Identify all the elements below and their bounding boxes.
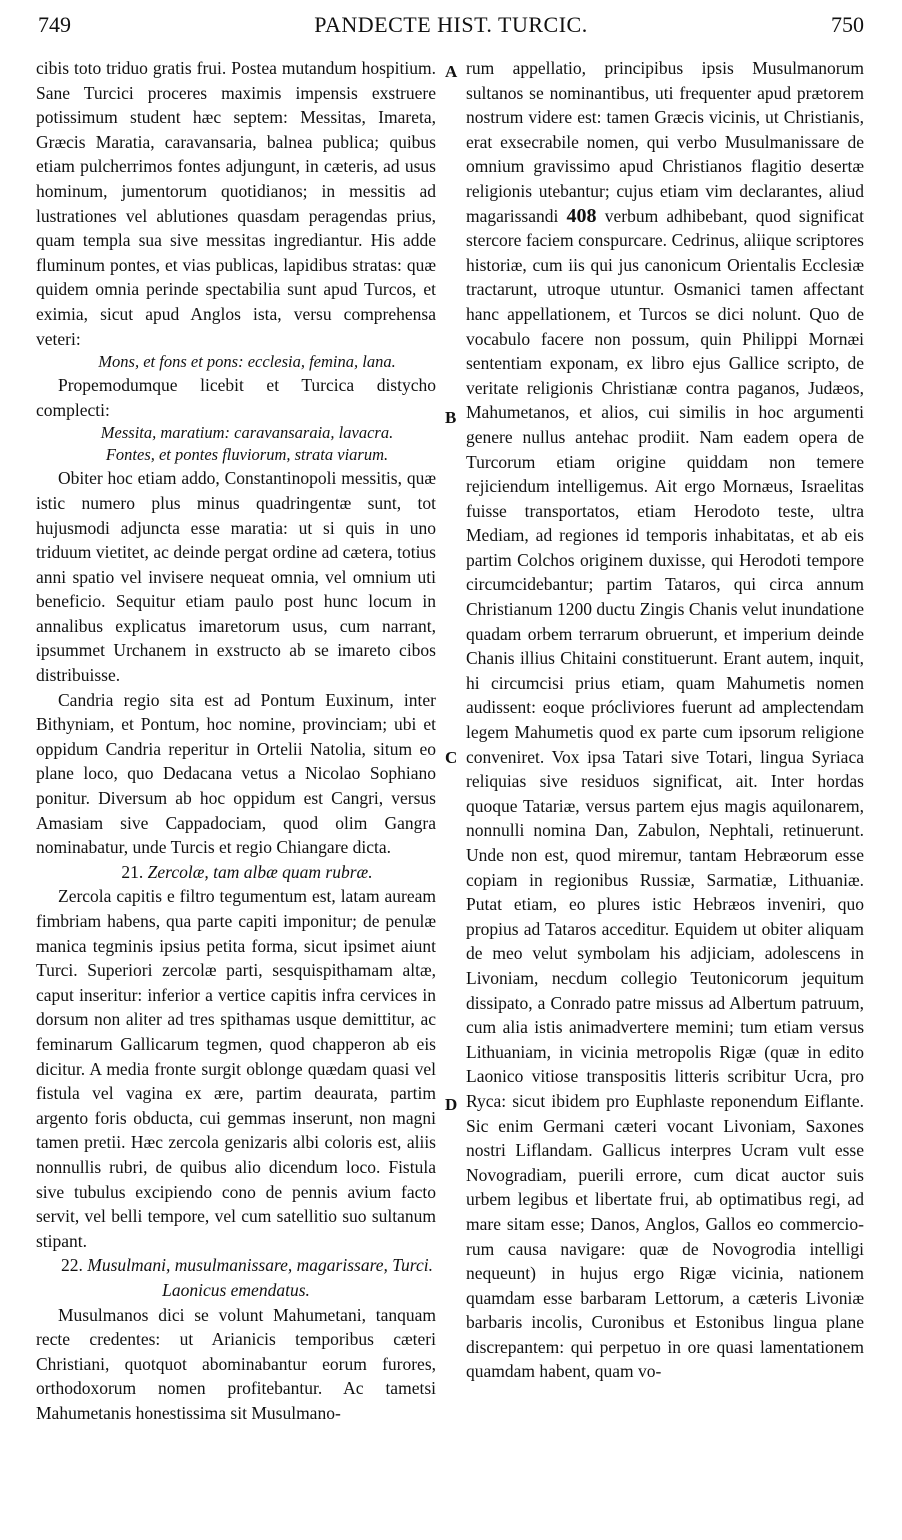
section-number: 22. (61, 1255, 83, 1276)
verse-line: Mons, et fons et pons: ecclesia, femina, lana. (98, 352, 396, 372)
right-column (466, 56, 864, 1384)
paragraph: Obiter hoc etiam addo, Constantinopoli messitis, quæ istic numero plus minus quadringentæ sunt, tot hujusmodi adjuncta esse maratia: ut si quis in uno triduum vietitet, ac deinde pergat ordine ad cætera, totius anni spatio vel invisere nequeat omnia, vel omnium uti beneficio. Sequitur etiam paulo post hunc locum in annalibus explicatus imaretorum usus, cum narrant, ipsummet Urchanem in exstructo ab se imareto cibos distribuisse. (36, 468, 436, 686)
section-marker-b: B (445, 408, 457, 427)
section-heading-22 (36, 1253, 436, 1302)
paragraph (466, 56, 864, 1384)
left-column (36, 56, 436, 1425)
page-number-right: 750 (831, 12, 864, 37)
paragraph: Propemodumque licebit et Turcica distycho complecti: (36, 375, 436, 420)
section-marker-a: A (445, 62, 458, 81)
section-number: 21. (121, 861, 144, 882)
page-number-left: 749 (38, 12, 71, 37)
paragraph-text: rum appellatio, principibus ipsis Musulmanorum sultanos se nominantibus, uti frequenter apud prætorem nostrum videre est: tamen Græcis vicinis, ut Christianis, erat exsecrabile nomen, qui verbo Musulmanissare de omnium gravissimo apud Christianos flagitio desertæ religionis utebantur; cujus etiam vim declarantes, aliud magarissandi (466, 58, 864, 226)
verse-line: Fontes, et pontes fluviorum, strata viarum. (105, 445, 389, 465)
paragraph: Zercola capitis e filtro tegumentum est, latam auream fimbriam habens, qua parte capiti imponitur; de penulæ manica tegminis ipsius petita forma, sicut ipsimet aiunt Turci. Superiori zercolæ parti, sesquispithamam altæ, caput inseritur: inferior a vertice capitis infra cervices in dorsum non aliter ad tres spithamas usque demittitur, ac feminarum Gallicarum tegmen, quod chapperon ab eis dicitur. A media fronte surgit oblonge quædam quasi vel fistula vel vagina ex ære, partim deaurata, partim argento foris obducta, cui gemmas inserunt, non magni tamen pretii. Hæc zercola genizaris albi coloris est, aliis nonnullis rubri, de quibus alio dicendum loco. Fistula sive tubulus excipiendo cono de pennis avium facto servit, vel belli tempore, vel cum satellitio suo sultanum stipant. (36, 886, 436, 1251)
section-heading-21 (36, 860, 436, 885)
section-title: Musulmani, musulmanissare, magarissare, Turci. Laonicus emendatus. (87, 1255, 433, 1300)
section-marker-c: C (445, 748, 458, 767)
paragraph: Musulmanos dici se volunt Mahumetani, tanquam recte credentes: ut Arianicis temporibus cæteri Christiani, quotquot abominabantur eorum furores, orthodoxorum nomen profitebantur. Ac tametsi Mahumetanis honestissima sit Musulmano- (36, 1304, 436, 1423)
section-marker-d: D (445, 1095, 458, 1114)
margin-number: 408 (566, 204, 597, 227)
page-header (0, 6, 902, 46)
running-title: PANDECTE HIST. TURCIC. (314, 12, 588, 37)
verse-line: Messita, maratium: caravansaraia, lavacra. (100, 423, 394, 443)
paragraph-text: verbum adhibebant, quod significat stercore faciem conspurcare. Cedrinus, aliique scriptores historiæ, cum iis qui jus canonicum Orientalis Ecclesiæ tractarunt, utroque utuntur. Osmanici tamen affectant hanc appellationem, et Turcos se dici nolunt. Quo de vocabulo facere non possum, quin Philippi Mornæi sententiam exponam, ex libro ejus Gallice scripto, de veritate religionis Christianæ contra paganos, Judæos, Mahumetanos, et alios, cui similis in hoc argumenti genere nullus antehac prodiit. Nam eadem opera de Turcorum etiam origine quiddam non temere rejiciendum intelligemus. Ait ergo Mornæus, Israelitas fuisse transportatos, etiam Herodoto teste, ultra Mediam, ad regiones id temporis inhabitatas, et ab eis partim Colchos originem duxisse, qui Herodoti tempore circumcidebantur; partim Tataros, qui circa annum Christianum 1200 ductu Zingis Chanis velut inundatione quadam orbem terrarum obruerunt, et imperium deinde Chanis illius Chitaini constituerunt. Erant autem, inquit, hi circumcisi prius etiam, quam Mahumetis nomen audissent: eoque prócliviores fuerunt ad amplectendam legem Mahumetis quod ex parte cum ipsorum religione conveniret. Vox ipsa Tatari sive Totari, lingua Syriaca reliquias sive residuos significat, ait. Inter hordas quoque Tatariæ, versus partem ejus magis aquilonarem, nonnulli nomina Dan, Zabulon, Nephtali, retinuerunt. Unde non est, quod miremur, tantam Hebræorum esse copiam in regionibus Russiæ, Sarmatiæ, Lithuaniæ. Putat etiam, eo plures istic Hebræos inveniri, quo propius ad Tataros acceditur. Equidem ut obiter aliquam de meo velut symbolam his adjiciam, adolescens in Livoniam, necdum collegio Teutonicorum jequitum dissipato, a Conrado patre missus ad Albertum patruum, cum alia istis animadvertere memini; tum etiam versus Lithuaniam, in vicinia metropolis Rigæ (quæ in edito Laonico vitiose transpositis litteris scribitur Ucra, pro Ryca: sicut ibidem pro Euphlaste reponendum Eiflante. Sic enim Germani cæteri vocant Livoniam, Saxones nostri Liflandam. Gallicus interpres Ucram vult esse Novogradiam, puerili errore, cum dicat auctor suis urbem legibus et libertate frui, ab optimatibus regi, ad mare sitam esse; Danos, Anglos, Gallos eo commercio-rum causa navigare: quæ de Novogrodia intelligi nequeunt) in hujus ergo Rigæ vicinia, nationem quamdam esse barbaram Lettorum, a cæteris Livoniæ barbaris incolis, Curonibus et Estonibus lingua plane discrepantem: qui perpetuo in ore quasi lamentationem quamdam habent, quam vo- (466, 205, 865, 1382)
section-title: Zercolæ, tam albæ quam rubræ. (147, 861, 373, 882)
paragraph: Candria regio sita est ad Pontum Euxinum, inter Bithyniam, et Pontum, hoc nomine, provinciam; ubi et oppidum Candria reperitur in Ortelii Natolia, situm eo plane loco, quo Dedacana vetus a Nicolao Sophiano ponitur. Diversum ab hoc oppidum est Cangri, versus Amasiam sive Cappadociam, quod olim Gangra nominabatur, unde Turcis et regio Chiangare dicta. (36, 689, 436, 858)
paragraph: cibis toto triduo gratis frui. Postea mutandum hospitium. Sane Turcici proceres maximis impensis exstruere potissimum student hæc septem: Messitas, Imareta, Græcis Maratia, caravansaria, balnea publica; quibus etiam pulcherrimos fontes adjungunt, in cæteris, ad usus hominum, jumentorum quotidianos; in messitis ad lustrationes vel ablutiones quasdam peragendas prius, quam templa sua sive messitas ingrediantur. His adde fluminum pontes, et vias publicas, lapidibus stratas: quæ quidem omnia perinde spectabilia sunt apud Turcos, et eximia, sicut apud Anglos ista, versu comprehensa veteri: (36, 58, 436, 349)
